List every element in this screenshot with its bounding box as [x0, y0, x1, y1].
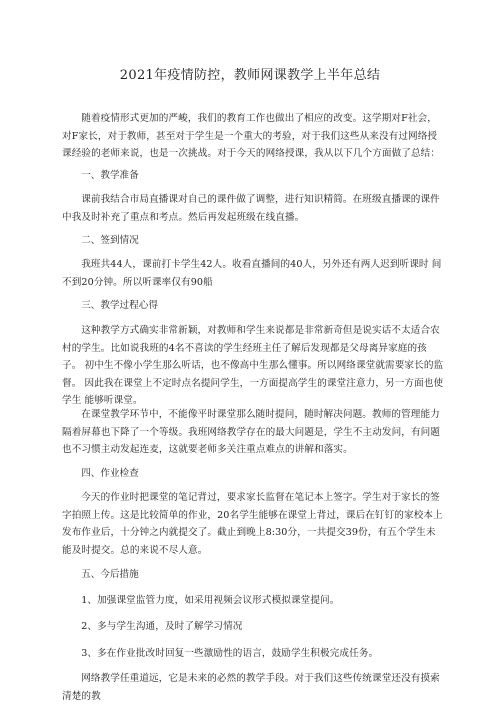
section3-heading: 三、教学过程心得 — [81, 300, 158, 311]
section4-paragraph: 今天的作业时把课堂的笔记背过，要求家长监督在笔记本上签字。学生对于家长的签 字拍照上传。这是比较简单的作业，20名学生能够在课堂上背过，课后在钉钉的家校本上 发布作业后，十分钟之内就提交了。截止到晚上8:30分，一共提交39份，有五个学生未 能及时提交。总的来说不尽人意。 — [62, 492, 443, 556]
closing-paragraph: 网络教学任重道远，它是未来的必然的教学手段。对于我们这些传统课堂还没有摸索 清楚的教 — [62, 673, 440, 702]
section5-item-2: 2、多与学生沟通，及时了解学习情况 — [81, 621, 243, 632]
section4-heading: 四、作业检查 — [81, 468, 139, 479]
section1-heading: 一、教学准备 — [81, 170, 139, 181]
section5-heading: 五、今后措施 — [81, 569, 139, 580]
section2-heading: 二、签到情况 — [81, 235, 139, 246]
intro-paragraph: 随着疫情形式更加的严峻，我们的教育工作也做出了相应的改变。这学期对F社会， 对F家长，对于教师，甚至对于学生是一个重大的考验，对于我们这些从来没有过网络授 课经验的老师来说，也是一次挑战。对于今天的网络授课，我从以下几个方面做了总结： — [62, 113, 441, 159]
section5-item-1: 1、加强课堂监管力度，如采用视频会议形式模拟课堂提问。 — [81, 595, 340, 606]
document-title: 2021年疫情防控，教师网课教学上半年总结 — [119, 68, 381, 83]
section1-paragraph: 课前我结合市局直播课对自己的课件做了调整，进行知识精简。在班级直播课的课件 中我及时补充了重点和考点。然后再发起班级在线直播。 — [62, 194, 440, 223]
section3-paragraph-2: 在课堂教学环节中，不能像平时课堂那么随时提问，随时解决问题。教师的管理能力 隔着屏幕也下降了一个等级。我班网络教学存在的最大问题是，学生不主动发问，有问题 也不习惯主动发起连麦，这就要老师多关注重点难点的讲解和落实。 — [62, 409, 441, 455]
section3-paragraph-1: 这种教学方式确实非常新颖，对教师和学生来说都是非常新奇但是说实话不太适合农 村的学生。比如说我班的4名不喜读的学生经班主任了解后发现都是父母离异家庭的孩子。 初中生不像小学生那么听话，也不像高中生那么懂事。所以网络课堂就需要家长的监督。 因此我在课堂上不定时点名提问学生，一方面提高学生的课堂注意力，另一方面也使学生 能够听课堂。 — [62, 325, 444, 406]
section5-item-3: 3、多在作业批改时回复一些激励性的语言，鼓励学生积极完成任务。 — [81, 648, 379, 659]
section2-paragraph: 我班共44人，课前打卡学生42人。收看直播间的40人，另外还有两人迟到听课时 间不到20分钟。所以听课率仅有90船 — [62, 259, 442, 288]
